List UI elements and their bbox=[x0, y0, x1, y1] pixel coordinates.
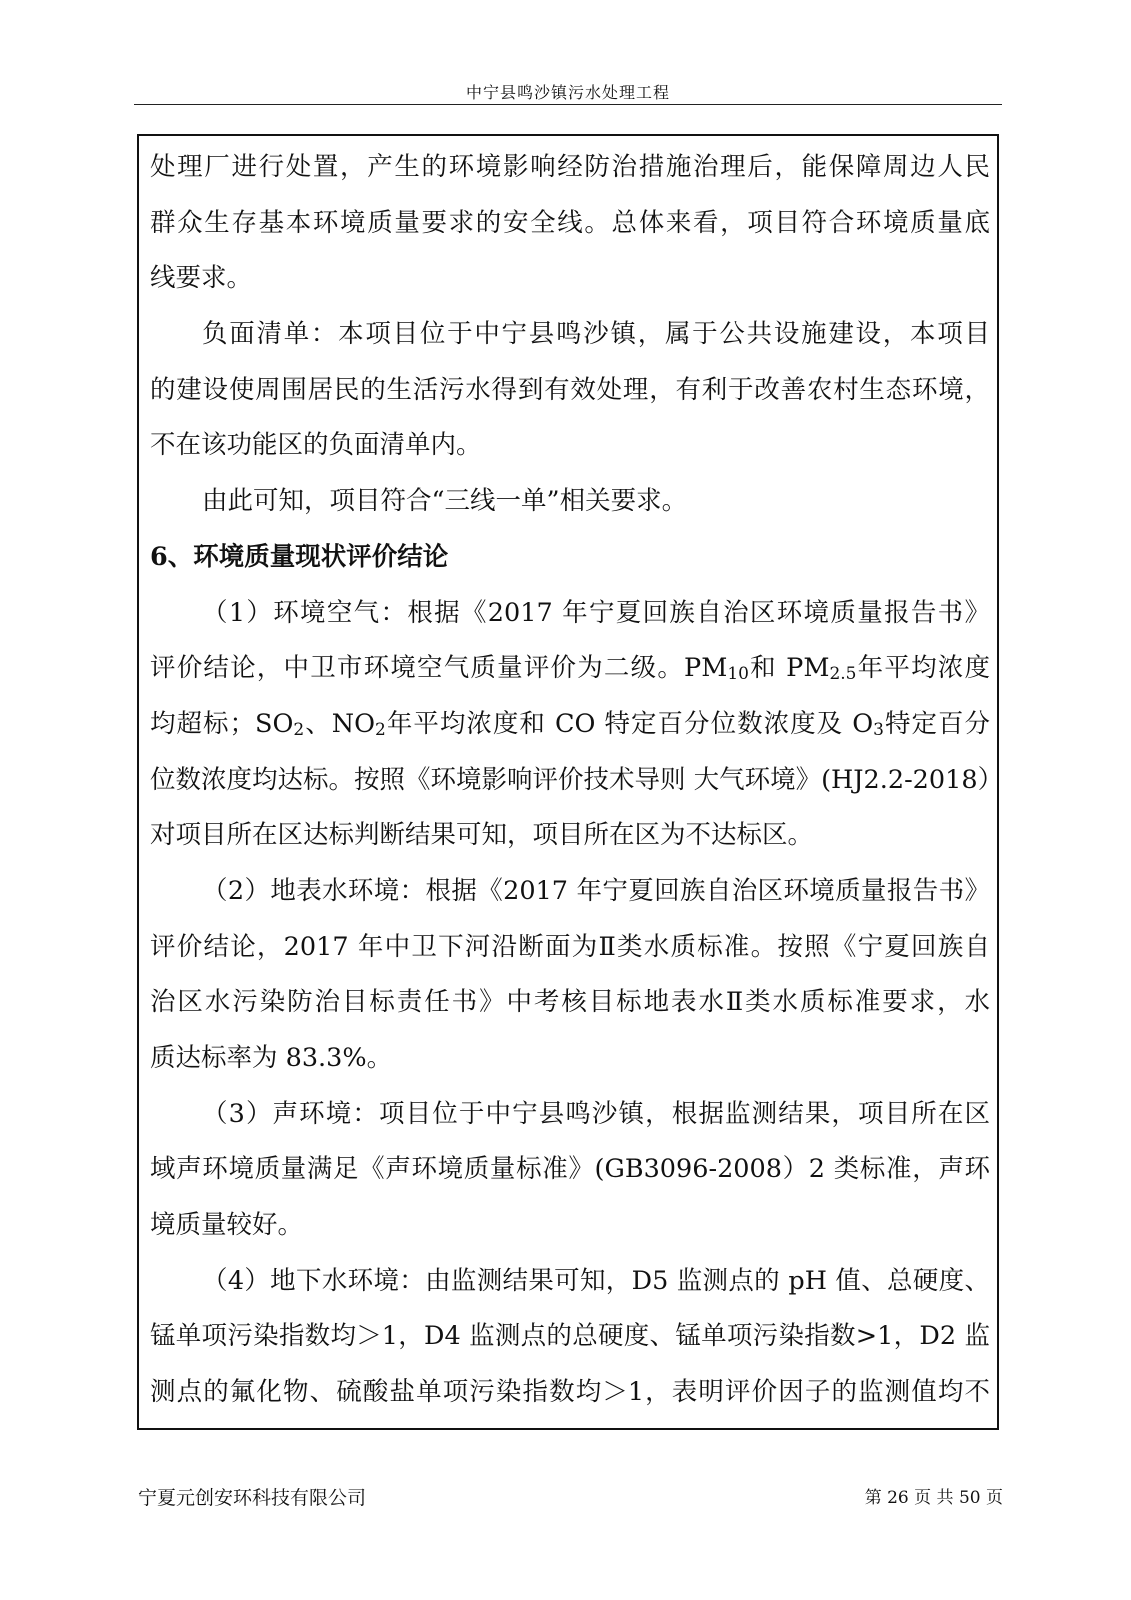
text-run: 和 PM bbox=[748, 653, 830, 684]
paragraph-line: 锰单项污染指数均＞1，D4 监测点的总硬度、锰单项污染指数>1，D2 监 bbox=[150, 1321, 990, 1352]
text-run: 年平均浓度和 CO 特定百分位数浓度及 O bbox=[385, 708, 874, 739]
paragraph-line: 评价结论，2017 年中卫下河沿断面为Ⅱ类水质标准。按照《宁夏回族自 bbox=[150, 931, 990, 962]
paragraph-line: 负面清单：本项目位于中宁县鸣沙镇，属于公共设施建设，本项目 bbox=[202, 319, 990, 350]
paragraph-line: 治区水污染防治目标责任书》中考核目标地表水Ⅱ类水质标准要求，水 bbox=[150, 987, 990, 1018]
subscript: 2 bbox=[293, 719, 305, 740]
page-header-title: 中宁县鸣沙镇污水处理工程 bbox=[465, 83, 670, 102]
paragraph-line: 境质量较好。 bbox=[150, 1210, 304, 1241]
footer-company: 宁夏元创安环科技有限公司 bbox=[138, 1487, 367, 1509]
text-run: 年平均浓度 bbox=[856, 653, 990, 684]
text-run: 均超标；SO bbox=[150, 708, 294, 739]
paragraph-line: （2）地表水环境：根据《2017 年宁夏回族自治区环境质量报告书》 bbox=[202, 875, 990, 906]
paragraph-line: 群众生存基本环境质量要求的安全线。总体来看，项目符合环境质量底 bbox=[150, 207, 990, 238]
text-run: 、NO bbox=[304, 708, 375, 739]
paragraph-line: 域声环境质量满足《声环境质量标准》(GB3096-2008）2 类标准，声环 bbox=[150, 1154, 990, 1185]
document-body bbox=[150, 140, 1004, 1421]
subscript: 3 bbox=[873, 719, 884, 740]
paragraph-line: 的建设使周围居民的生活污水得到有效处理，有利于改善农村生态环境， bbox=[150, 374, 990, 405]
subscript: 2 bbox=[374, 719, 386, 740]
text-run: 评价结论，中卫市环境空气质量评价为二级。PM bbox=[150, 653, 728, 684]
section-heading: 6、环境质量现状评价结论 bbox=[150, 541, 449, 572]
subscript: 2.5 bbox=[829, 664, 857, 685]
subscript: 10 bbox=[727, 664, 749, 685]
paragraph-line bbox=[150, 697, 990, 753]
paragraph-line: 质达标率为 83.3%。 bbox=[150, 1043, 393, 1073]
paragraph-line: 位数浓度均达标。按照《环境影响评价技术导则 大气环境》(HJ2.2-2018） bbox=[150, 764, 1004, 795]
paragraph-line bbox=[150, 641, 990, 697]
header-divider bbox=[134, 104, 1002, 105]
paragraph-line: 由此可知，项目符合“三线一单”相关要求。 bbox=[202, 486, 688, 517]
paragraph-line: （3）声环境：项目位于中宁县鸣沙镇，根据监测结果，项目所在区 bbox=[202, 1098, 990, 1129]
paragraph-line: 处理厂进行处置，产生的环境影响经防治措施治理后，能保障周边人民 bbox=[150, 152, 990, 182]
paragraph-line: （4）地下水环境：由监测结果可知，D5 监测点的 pH 值、总硬度、 bbox=[202, 1265, 990, 1296]
paragraph-line: （1）环境空气：根据《2017 年宁夏回族自治区环境质量报告书》 bbox=[202, 597, 990, 628]
paragraph-line: 线要求。 bbox=[150, 263, 253, 294]
paragraph-line: 不在该功能区的负面清单内。 bbox=[150, 430, 482, 461]
footer-page-number: 第 26 页 共 50 页 bbox=[864, 1488, 1003, 1508]
text-run: 特定百分 bbox=[883, 708, 991, 739]
paragraph-line: 对项目所在区达标判断结果可知，项目所在区为不达标区。 bbox=[150, 820, 814, 851]
paragraph-line: 测点的氟化物、硫酸盐单项污染指数均＞1，表明评价因子的监测值均不 bbox=[150, 1377, 990, 1408]
